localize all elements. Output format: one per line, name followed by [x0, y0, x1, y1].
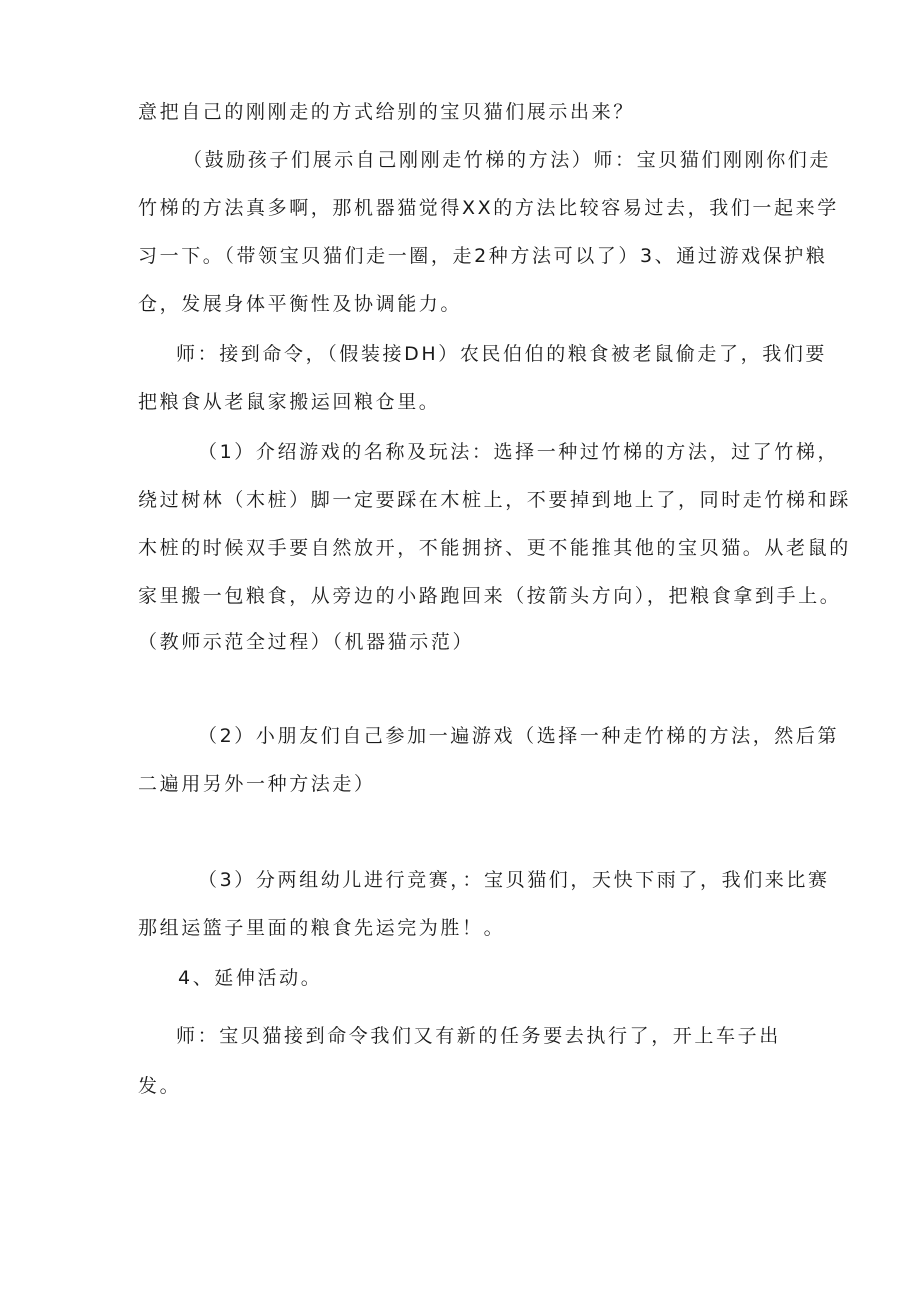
- text-line: 习一下。（带领宝贝猫们走一圈，走2种方法可以了）3、通过游戏保护粮: [138, 245, 828, 267]
- text-line: 师：宝贝猫接到命令我们又有新的任务要去执行了，开上车子出: [176, 1025, 781, 1047]
- text-line: 竹梯的方法真多啊，那机器猫觉得XX的方法比较容易过去，我们一起来学: [138, 197, 839, 219]
- text-line: （教师示范全过程）（机器猫示范）: [138, 631, 475, 653]
- text-line: 4、延伸活动。: [178, 967, 323, 989]
- text-line: 二遍用另外一种方法走）: [138, 773, 376, 795]
- text-line: （3）分两组幼儿进行竞赛，：宝贝猫们，天快下雨了，我们来比赛: [198, 869, 830, 891]
- text-line: （2）小朋友们自己参加一遍游戏（选择一种走竹梯的方法，然后第: [198, 725, 840, 747]
- text-line: （1）介绍游戏的名称及玩法：选择一种过竹梯的方法，过了竹梯，: [198, 441, 840, 463]
- text-line: 家里搬一包粮食，从旁边的小路跑回来（按箭头方向），把粮食拿到手上。: [138, 585, 842, 607]
- text-line: 仓，发展身体平衡性及协调能力。: [138, 293, 463, 315]
- text-line: 那组运篮子里面的粮食先运完为胜！。: [138, 917, 506, 939]
- text-line: （鼓励孩子们展示自己刚刚走竹梯的方法）师：宝贝猫们刚刚你们走: [183, 149, 832, 171]
- text-line: 木桩的时候双手要自然放开，不能拥挤、更不能推其他的宝贝猫。从老鼠的: [138, 537, 851, 559]
- text-line: 师：接到命令，（假装接DH）农民伯伯的粮食被老鼠偷走了，我们要: [176, 343, 828, 365]
- text-line: 意把自己的刚刚走的方式给别的宝贝猫们展示出来？: [138, 101, 635, 123]
- text-line: 把粮食从老鼠家搬运回粮仓里。: [138, 391, 441, 413]
- text-line: 发。: [138, 1075, 182, 1097]
- text-line: 绕过树林（木桩）脚一定要踩在木桩上，不要掉到地上了，同时走竹梯和踩: [138, 489, 851, 511]
